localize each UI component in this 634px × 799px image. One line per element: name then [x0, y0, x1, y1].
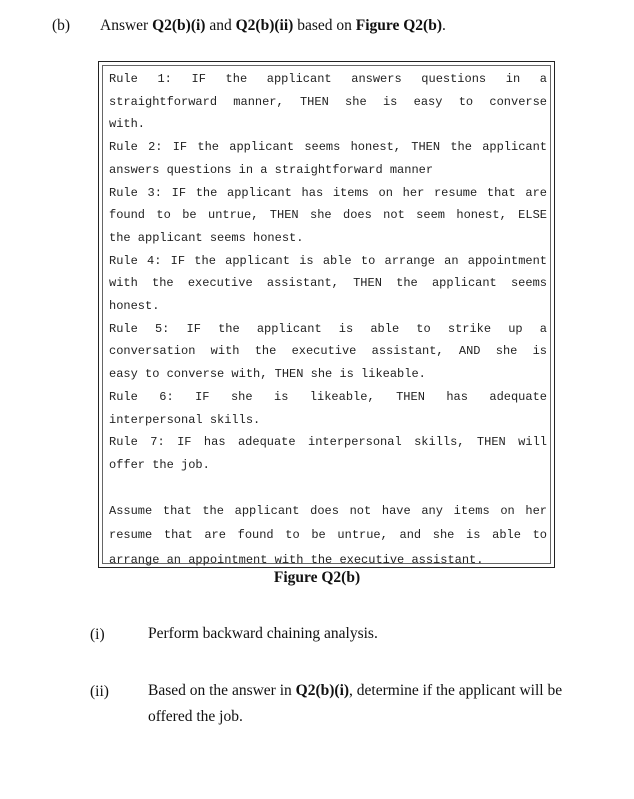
rule-line: interpersonal skills. — [109, 412, 261, 427]
rule-line: Rule 3: IF the applicant has items on her resume that are — [109, 185, 547, 200]
question-heading — [100, 17, 600, 35]
heading-ref-2: Q2(b)(ii) — [235, 17, 294, 34]
rule-line: offer the job. — [109, 457, 210, 472]
subquestion-text-ii — [148, 678, 568, 730]
rules-text-area — [102, 65, 551, 568]
assumption-line: Assume that the applicant does not have any items on her — [109, 503, 547, 518]
rule-line: Rule 2: IF the applicant seems honest, THEN the applicant — [109, 140, 547, 155]
subquestion-ii-ref: Q2(b)(i) — [295, 682, 350, 699]
rule-line: found to be untrue, THEN she does not seem honest, ELSE — [109, 208, 547, 223]
heading-figure-ref: Figure Q2(b) — [355, 17, 442, 34]
rules-figure-box — [98, 61, 555, 568]
rule-line: Rule 6: IF she is likeable, THEN has adequate — [109, 389, 547, 404]
subquestion-text-i: Perform backward chaining analysis. — [148, 625, 378, 642]
subquestion-ii-prefix: Based on the answer in — [148, 682, 296, 699]
rule-line: honest. — [109, 299, 160, 314]
rule-line: conversation with the executive assistant, AND she is — [109, 344, 547, 359]
rule-line: Rule 1: IF the applicant answers questions in a — [109, 72, 547, 86]
rule-line: with the executive assistant, THEN the applicant seems — [109, 276, 547, 291]
rule-line: Rule 7: IF has adequate interpersonal skills, THEN will — [109, 435, 547, 450]
subquestion-ii-suffix: , determine if the applicant will be offered the job. — [148, 682, 563, 725]
rule-line: Rule 4: IF the applicant is able to arrange an appointment — [109, 253, 547, 268]
part-label: (b) — [52, 17, 71, 34]
rule-line: the applicant seems honest. — [109, 230, 304, 245]
rule-line: straightforward manner, THEN she is easy to converse — [109, 94, 547, 109]
subquestion-label-i: (i) — [90, 626, 105, 643]
heading-ref-1: Q2(b)(i) — [152, 17, 206, 34]
heading-mid: based on — [293, 17, 356, 34]
assumption-line: arrange an appointment with the executive assistant. — [109, 553, 484, 568]
heading-prefix: Answer — [100, 17, 153, 34]
rule-line: with. — [109, 117, 146, 132]
spacer — [109, 477, 547, 500]
subquestion-label-ii: (ii) — [90, 683, 109, 700]
figure-caption: Figure Q2(b) — [273, 569, 361, 586]
heading-and: and — [205, 17, 236, 34]
assumption-line: resume that are found to be untrue, and she is able to — [109, 528, 547, 543]
heading-end: . — [441, 17, 446, 34]
rule-line: Rule 5: IF the applicant is able to strike up a — [109, 321, 547, 336]
rule-line: answers questions in a straightforward manner — [109, 162, 434, 177]
rule-line: easy to converse with, THEN she is likeable. — [109, 367, 426, 382]
